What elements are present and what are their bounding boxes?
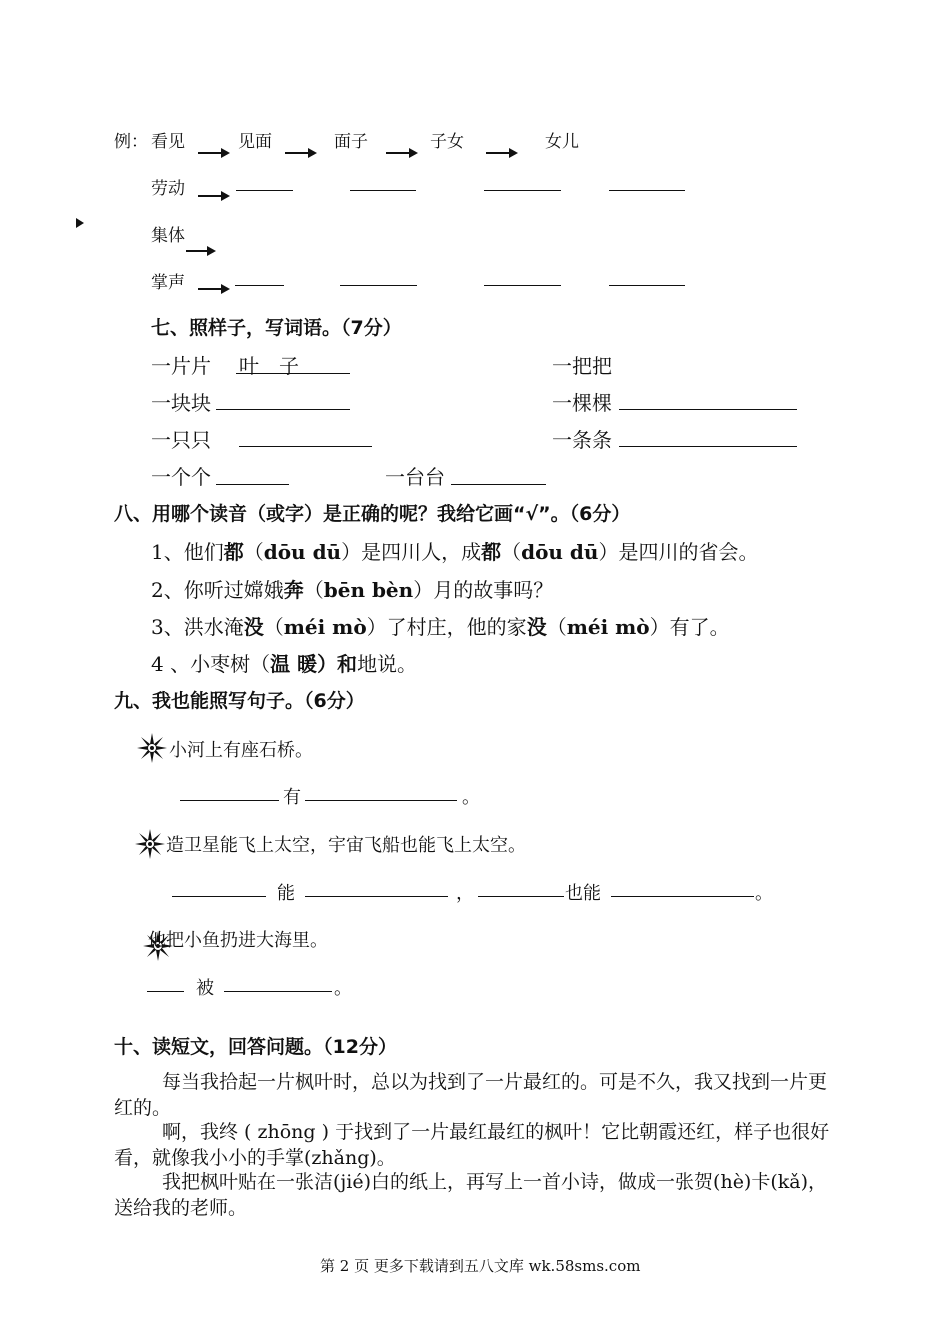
chain-start-word: 劳动 [151,179,185,199]
phrase-prompt: 一条条 [552,428,612,452]
punct: 。 [755,883,773,904]
model-sentence: 造卫星能飞上太空，宇宙飞船也能飞上太空。 [166,835,526,856]
model-sentence: 他把小鱼扔进大海里。 [148,930,328,951]
fill-word: 被 [196,978,214,999]
phrase-prompt: 一片片 [151,354,211,378]
question-3 [151,611,730,640]
question-text: 地说。 [357,652,418,676]
answer-blank[interactable] [451,484,546,485]
phrase-prompt: 一台台 [385,465,445,489]
page-footer: 第 2 页 更多下载请到五八文库 wk.58sms.com [320,1257,641,1275]
arrow-icon [198,288,228,290]
pinyin-options[interactable]: bēn bèn [323,578,414,602]
answer-blank[interactable] [609,190,685,191]
example-answer: 叶 子 [239,354,299,378]
question-1 [151,536,758,565]
example-word: 女儿 [545,132,579,152]
word-options[interactable]: 温 暖 [270,652,318,676]
answer-blank[interactable] [340,285,417,286]
section-title: 九、我也能照写句子。（6分） [114,690,365,712]
question-text: ）和 [317,652,358,676]
target-char: 奔 [283,578,304,602]
question-text: 2、你听过嫦娥 [151,578,284,602]
phrase-prompt: 一把把 [552,354,612,378]
punct: ， [456,883,474,904]
chain-start-word: 集体 [151,226,185,246]
question-text: ）月的故事吗？ [413,578,554,602]
answer-blank[interactable] [172,896,266,897]
arrow-icon [198,152,228,154]
sun-icon [137,733,167,763]
phrase-prompt: 一块块 [151,391,211,415]
answer-blank[interactable] [611,896,754,897]
model-sentence: 小河上有座石桥。 [169,740,313,761]
answer-blank[interactable] [147,991,184,992]
target-char: 没 [243,615,264,639]
answer-blank[interactable] [224,991,332,992]
answer-blank[interactable] [478,896,564,897]
answer-blank[interactable] [216,484,289,485]
answer-blank[interactable] [609,285,685,286]
pinyin-options[interactable]: dōu dū [263,540,342,564]
example-word: 见面 [238,132,272,152]
passage-paragraph: 每当我拾起一片枫叶时，总以为找到了一片最红的。可是不久，我又找到一片更红的。 [114,1071,828,1119]
answer-blank[interactable] [216,409,350,410]
answer-blank[interactable] [236,190,293,191]
fill-word: 有 [283,787,301,808]
arrow-icon [386,152,416,154]
question-text: 4 、小枣树（ [151,652,271,676]
answer-blank[interactable] [619,446,797,447]
question-text: ）了村庄，他的家 [366,615,527,639]
answer-blank[interactable] [350,190,416,191]
punct: 。 [334,978,352,999]
answer-blank[interactable] [484,285,561,286]
punct: 。 [462,787,480,808]
example-word: 子女 [430,132,464,152]
passage-paragraph: 我把枫叶贴在一张洁(jié)白的纸上，再写上一首小诗，做成一张贺(hè)卡(kǎ)，送给我的老师。 [114,1171,828,1219]
fill-word: 能 [277,883,295,904]
phrase-prompt: 一只只 [151,428,211,452]
paren: （ [243,540,264,564]
answer-blank[interactable] [180,800,279,801]
phrase-prompt: 一棵棵 [552,391,612,415]
sun-icon [135,829,165,859]
example-prefix: 例： [114,132,148,152]
section-title: 十、读短文，回答问题。（12分） [114,1036,397,1058]
target-char: 没 [526,615,547,639]
question-text: ）有了。 [649,615,730,639]
pinyin-options[interactable]: méi mò [283,615,367,639]
target-char: 都 [481,540,502,564]
answer-blank[interactable] [305,800,457,801]
paren: （ [501,540,522,564]
bullet-marker-icon [76,218,84,228]
answer-blank[interactable] [484,190,561,191]
phrase-prompt: 一个个 [151,465,211,489]
paren: （ [263,615,284,639]
question-text: ）是四川人，成 [341,540,482,564]
answer-blank[interactable] [239,446,372,447]
paren: （ [303,578,324,602]
arrow-icon [486,152,516,154]
example-word: 面子 [334,132,368,152]
pinyin-options[interactable]: dōu dū [521,540,599,564]
arrow-icon [198,195,228,197]
pinyin-options[interactable]: méi mò [566,615,650,639]
question-2 [151,574,553,603]
answer-blank[interactable] [235,285,284,286]
question-text: 3、洪水淹 [151,615,244,639]
fill-word: 也能 [565,883,601,904]
question-text: ）是四川的省会。 [598,540,759,564]
target-char: 都 [223,540,244,564]
section-title: 七、照样子，写词语。（7分） [151,317,402,339]
answer-blank[interactable] [236,373,350,374]
section-title: 八、用哪个读音（或字）是正确的呢？我给它画“√”。（6分） [114,503,631,525]
question-text: 1、他们 [151,540,224,564]
question-4 [151,648,417,677]
answer-blank[interactable] [305,896,448,897]
arrow-icon [285,152,315,154]
arrow-icon [186,250,214,252]
chain-start-word: 掌声 [151,273,185,293]
example-word: 看见 [151,132,185,152]
paren: （ [546,615,567,639]
answer-blank[interactable] [619,409,797,410]
passage-paragraph: 啊，我终 ( zhōng ) 于找到了一片最红最红的枫叶！它比朝霞还红，样子也很好看，就像我小小的手掌(zhǎng)。 [114,1121,830,1169]
